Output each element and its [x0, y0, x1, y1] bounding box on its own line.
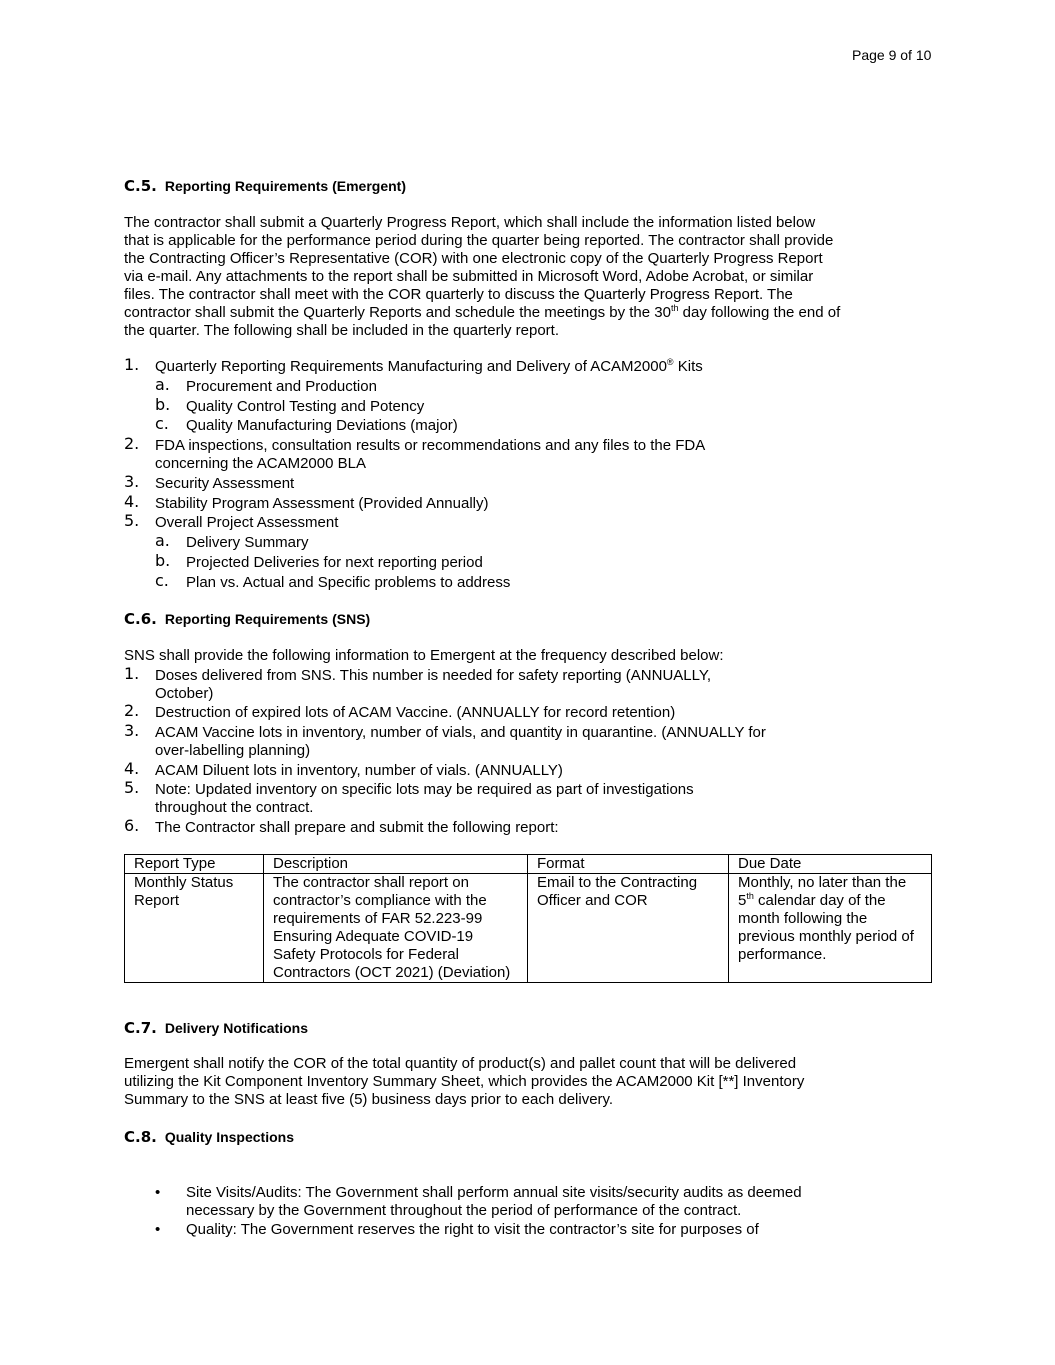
c6-list-item [124, 759, 844, 780]
section-number: C.6. [124, 610, 157, 628]
c5-sub-item [155, 551, 815, 572]
table-header-row [125, 855, 932, 874]
sub-letter: a. [155, 531, 170, 550]
table-cell-format: Email to the Contracting Officer and COR [528, 874, 729, 983]
sub-text: Quality Control Testing and Potency [186, 398, 425, 415]
list-number: 3. [124, 472, 140, 491]
c5-list-item [124, 472, 844, 493]
sub-letter: b. [155, 395, 171, 414]
c5-list-item [124, 492, 844, 513]
section-title: Delivery Notifications [164, 1020, 308, 1036]
list-number: 4. [124, 492, 140, 511]
section-number: C.8. [124, 1128, 157, 1146]
c5-paragraph-text-a: The contractor shall submit a Quarterly Progress Report, which shall include the information listed below that is applicable for the performance period during the quarter being reported. The contractor shall provide the Contracting Officer’s Representative (COR) with one electronic copy of the Quarterly Progress Report via e-mail. Any attachments to the report shall be submitted in Microsoft Word, Adobe Acrobat, or similar files. The contractor shall meet with the COR quarterly to discuss the Quarterly Progress Report. The contractor shall submit the Quarterly Reports and schedule the meetings by the 30 [124, 214, 834, 321]
c5-paragraph-sup: th [670, 303, 679, 313]
bullet-icon: • [155, 1221, 161, 1238]
sub-letter: b. [155, 551, 171, 570]
list-number: 1. [124, 664, 140, 683]
c8-bullet-item [155, 1221, 835, 1239]
list-text: Destruction of expired lots of ACAM Vaccine. (ANNUALLY for record retention) [155, 704, 676, 721]
c5-paragraph [124, 214, 844, 340]
bullet-text: Quality: The Government reserves the right to visit the contractor’s site for purposes of [186, 1221, 759, 1238]
section-title: Quality Inspections [164, 1129, 294, 1145]
table-header: Description [264, 855, 528, 874]
list-text: Overall Project Assessment [155, 514, 339, 531]
c5-sub-item [155, 375, 815, 396]
list-number: 5. [124, 511, 140, 530]
report-table [124, 854, 932, 983]
sub-letter: a. [155, 375, 170, 394]
list-text: Note: Updated inventory on specific lots may be required as part of investigations throughout the contract. [155, 781, 694, 816]
list-number: 1. [124, 355, 140, 374]
table-header: Due Date [729, 855, 932, 874]
c6-list-item [124, 778, 744, 817]
sub-letter: c. [155, 571, 169, 590]
registered-mark: ® [666, 357, 674, 367]
list-text: FDA inspections, consultation results or recommendations and any files to the FDA concerning the ACAM2000 BLA [155, 437, 705, 472]
section-number: C.5. [124, 177, 157, 195]
list-number: 2. [124, 434, 140, 453]
table-row [125, 874, 932, 983]
section-number: C.7. [124, 1019, 157, 1037]
c5-sub-item [155, 531, 815, 552]
list-number: 3. [124, 721, 140, 740]
table-cell-description: The contractor shall report on contractor’s compliance with the requirements of FAR 52.223-99 Ensuring Adequate COVID-19 Safety Protocols for Federal Contractors (OCT 2021) (Deviation) [264, 874, 528, 983]
section-c6-heading [124, 610, 370, 628]
list-text: Doses delivered from SNS. This number is needed for safety reporting (ANNUALLY, October) [155, 667, 712, 702]
list-text-a: Quarterly Reporting Requirements Manufacturing and Delivery of ACAM2000 [155, 358, 667, 375]
sub-text: Projected Deliveries for next reporting period [186, 554, 483, 571]
section-c7-heading [124, 1019, 308, 1037]
c5-list-item [124, 511, 844, 532]
section-c8-heading [124, 1128, 294, 1146]
sub-letter: c. [155, 414, 169, 433]
bullet-text: Site Visits/Audits: The Government shall perform annual site visits/security audits as deemed necessary by the Government throughout the period of performance of the contract. [186, 1184, 802, 1219]
list-text: Stability Program Assessment (Provided Annually) [155, 495, 489, 512]
c5-sub-item [155, 414, 815, 435]
section-title: Reporting Requirements (SNS) [164, 611, 371, 627]
due-text-b: calendar day of the month following the previous monthly period of performance. [738, 892, 914, 963]
table-cell-report-type: Monthly Status Report [125, 874, 264, 983]
bullet-icon: • [155, 1184, 161, 1201]
c5-list-item [124, 434, 734, 473]
list-text: Security Assessment [155, 475, 295, 492]
list-text: The Contractor shall prepare and submit the following report: [155, 819, 559, 836]
c5-sub-item [155, 395, 815, 416]
c6-list-item [124, 701, 844, 722]
due-text-a: Monthly, no later than the 5 [738, 874, 907, 909]
c6-list-item [124, 816, 844, 837]
c7-paragraph: Emergent shall notify the COR of the total quantity of product(s) and pallet count that will be delivered utilizing the Kit Component Inventory Summary Sheet, which provides the ACAM2000 Kit [**] Inventory Summary to the SNS at least five (5) business days prior to each delivery. [124, 1055, 805, 1108]
c5-list-item [124, 355, 844, 376]
c5-paragraph-text-b: day following the end of the quarter. The following shall be included in the quarterly report. [124, 304, 841, 339]
c6-list-item [124, 721, 804, 760]
list-text-b: Kits [673, 358, 703, 375]
c8-bullet-item [155, 1184, 825, 1220]
table-cell-due-date [729, 874, 932, 983]
list-number: 5. [124, 778, 140, 797]
sub-text: Quality Manufacturing Deviations (major) [186, 417, 458, 434]
sub-text: Delivery Summary [186, 534, 309, 551]
c5-sub-item [155, 571, 815, 592]
list-number: 2. [124, 701, 140, 720]
list-text: ACAM Vaccine lots in inventory, number of vials, and quantity in quarantine. (ANNUALLY for over-labelling planning) [155, 724, 766, 759]
sub-text: Procurement and Production [186, 378, 377, 395]
list-text: ACAM Diluent lots in inventory, number of vials. (ANNUALLY) [155, 762, 563, 779]
sub-text: Plan vs. Actual and Specific problems to address [186, 574, 511, 591]
list-text [155, 358, 844, 376]
table-header: Report Type [125, 855, 264, 874]
c6-intro: SNS shall provide the following information to Emergent at the frequency described below: [124, 647, 724, 664]
section-c5-heading [124, 177, 406, 195]
due-sup: th [746, 891, 754, 901]
table-header: Format [528, 855, 729, 874]
list-number: 6. [124, 816, 140, 835]
page-number: Page 9 of 10 [852, 47, 932, 63]
list-number: 4. [124, 759, 140, 778]
c6-list-item [124, 664, 764, 703]
section-title: Reporting Requirements (Emergent) [164, 178, 406, 194]
